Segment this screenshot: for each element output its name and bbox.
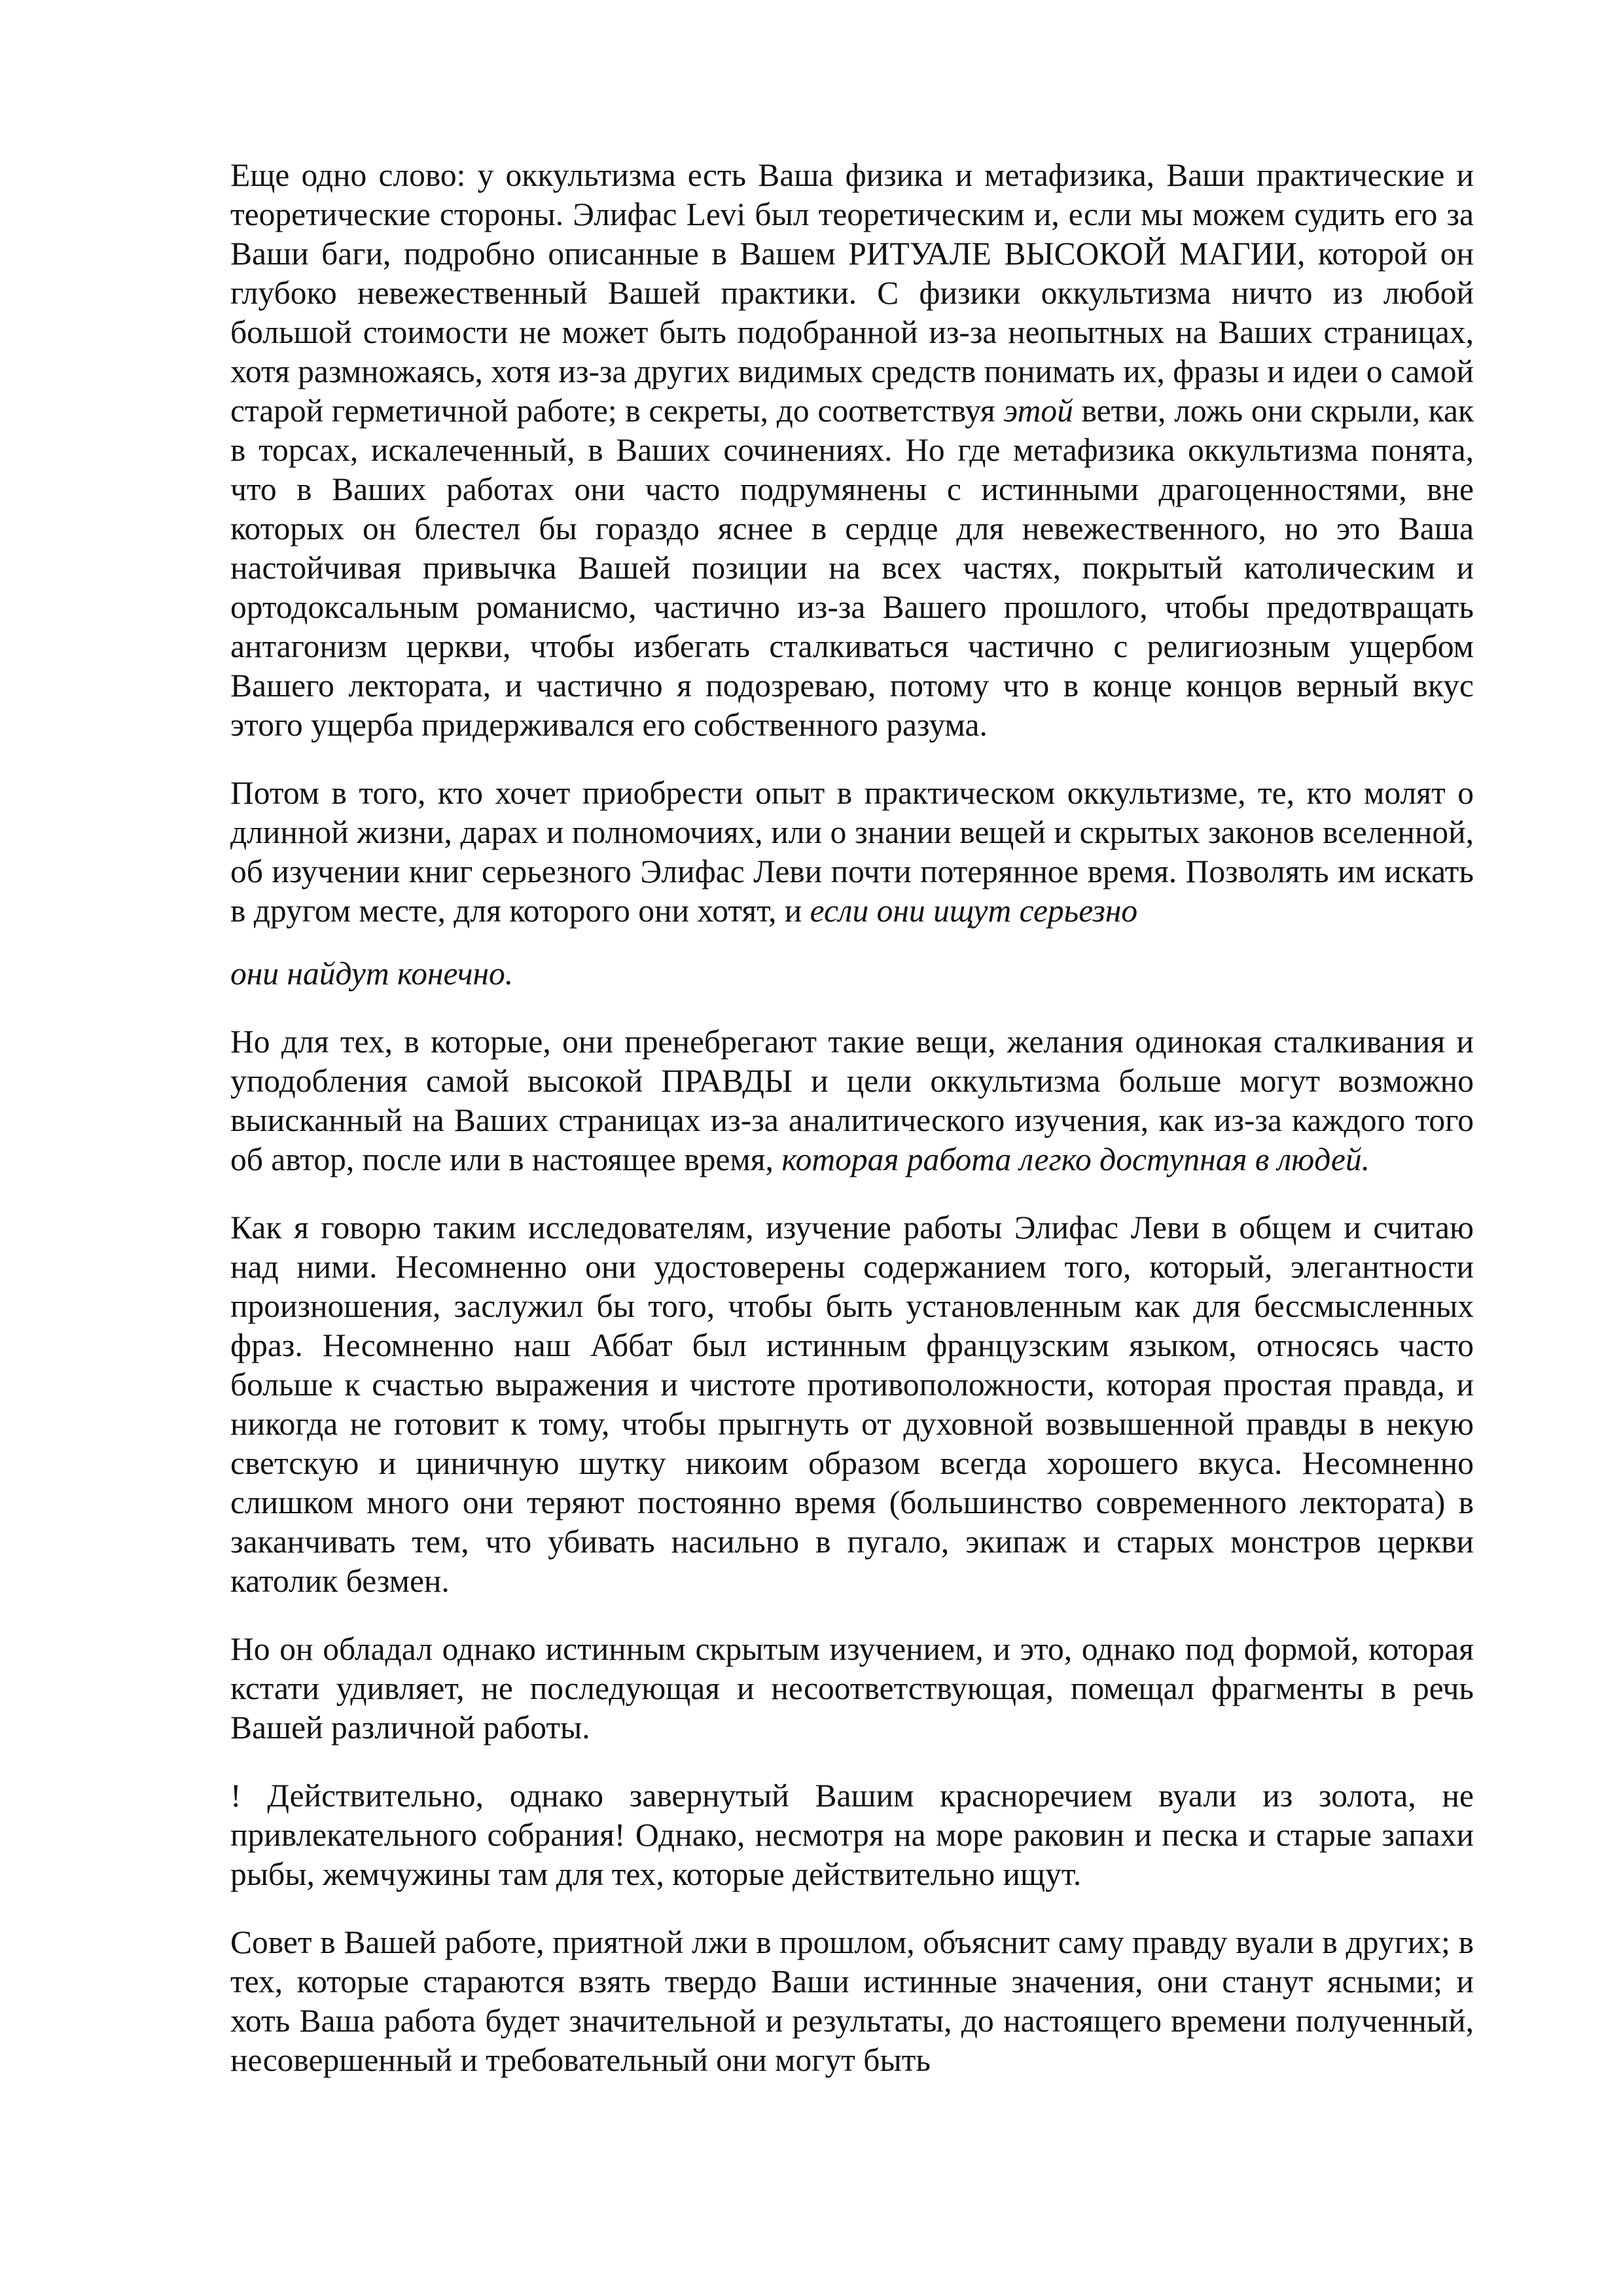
paragraph-1: [230, 156, 1474, 745]
paragraph-4-italic: которая работа легко доступная в людей.: [781, 1141, 1370, 1177]
paragraph-8-text: Совет в Вашей работе, приятной лжи в прошлом, объяснит саму правду вуали в других; в тех, которые стараются взять твердо Ваши истинные значения, они станут ясными; и хоть Ваша работа будет значительной и результаты, до настоящего времени полученный, несовершенный и требовательный они могут быть: [230, 1924, 1474, 2078]
document-page: [230, 156, 1474, 2109]
paragraph-1-text: Еще одно слово: у оккультизма есть Ваша физика и метафизика, Ваши практические и теоретические стороны. Элифас Levi был теоретическим и, если мы можем судить его за Ваши баги, подробно описанные в Вашем РИТУАЛЕ ВЫСОКОЙ МАГИИ, которой он глубоко невежественный Вашей практики. С физики оккультизма ничто из любой большой стоимости не может быть подобранной из-за неопытных на Ваших страницах, хотя размножаясь, хотя из-за других видимых средств понимать их, фразы и идеи о самой старой герметичной работе; в секреты, до соответствуя: [230, 157, 1474, 429]
paragraph-3: [230, 954, 1474, 994]
paragraph-7-text: ! Действительно, однако завернутый Вашим красноречием вуали из золота, не привлекательного собрания! Однако, несмотря на море раковин и песка и старые запахи рыбы, жемчужины там для тех, которые действительно ищут.: [230, 1778, 1474, 1892]
paragraph-4: [230, 1022, 1474, 1179]
paragraph-2-italic: если они ищут серьезно: [810, 893, 1138, 929]
paragraph-5: [230, 1208, 1474, 1601]
paragraph-2: [230, 774, 1474, 931]
paragraph-7: [230, 1776, 1474, 1894]
paragraph-6-text: Но он обладал однако истинным скрытым изучением, и это, однако под формой, которая кстати удивляет, не последующая и несоответствующая, помещал фрагменты в речь Вашей различной работы.: [230, 1631, 1474, 1746]
paragraph-1-after: ветви, ложь они скрыли, как в торсах, искалеченный, в Ваших сочинениях. Но где метафизика оккультизма понята, что в Ваших работах они часто подрумянены с истинными драгоценностями, вне которых он блестел бы гораздо яснее в сердце для невежественного, но это Ваша настойчивая привычка Вашей позиции на всех частях, покрытый католическим и ортодоксальным романисмо, частично из-за Вашего прошлого, чтобы предотвращать антагонизм церкви, чтобы избегать сталкиваться частично с религиозным ущербом Вашего лектората, и частично я подозреваю, потому что в конце концов верный вкус этого ущерба придерживался его собственного разума.: [230, 393, 1474, 743]
paragraph-5-text: Как я говорю таким исследователям, изучение работы Элифас Леви в общем и считаю над ними. Несомненно они удостоверены содержанием того, который, элегантности произношения, заслужил бы того, чтобы быть установленным как для бессмысленных фраз. Несомненно наш Аббат был истинным французским языком, относясь часто больше к счастью выражения и чистоте противоположности, которая простая правда, и никогда не готовит к тому, чтобы прыгнуть от духовной возвышенной правды в некую светскую и циничную шутку никоим образом всегда хорошего вкуса. Несомненно слишком много они теряют постоянно время (большинство современного лектората) в заканчивать тем, что убивать насильно в пугало, экипаж и старых монстров церкви католик безмен.: [230, 1210, 1474, 1599]
paragraph-3-italic: они найдут конечно.: [230, 956, 514, 992]
paragraph-8: [230, 1923, 1474, 2080]
paragraph-2-text: Потом в того, кто хочет приобрести опыт в практическом оккультизме, те, кто молят о длинной жизни, дарах и полномочиях, или о знании вещей и скрытых законов вселенной, об изучении книг серьезного Элифас Леви почти потерянное время. Позволять им искать в другом месте, для которого они хотят, и: [230, 775, 1474, 929]
paragraph-4-text: Но для тех, в которые, они пренебрегают такие вещи, желания одинокая сталкивания и уподобления самой высокой ПРАВДЫ и цели оккультизма больше могут возможно выисканный на Ваших страницах из-за аналитического изучения, как из-за каждого того об автор, после или в настоящее время,: [230, 1024, 1474, 1177]
paragraph-1-italic: этой: [1003, 393, 1073, 429]
paragraph-6: [230, 1630, 1474, 1748]
